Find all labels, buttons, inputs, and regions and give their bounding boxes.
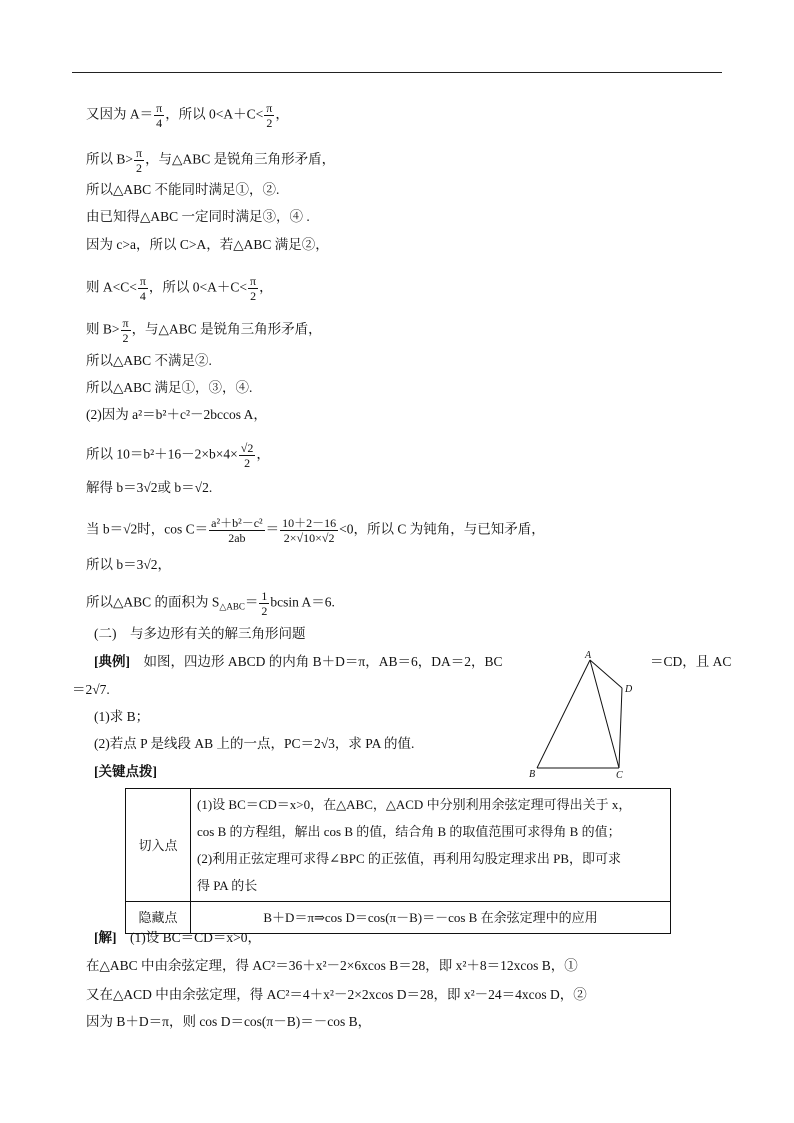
text: 所以 B> [86, 151, 133, 167]
subscript: △ABC [219, 601, 245, 612]
example-tag: [典例] [94, 654, 130, 669]
text: 当 b＝√2时，cos C＝ [86, 521, 209, 537]
text-line [86, 589, 335, 618]
numerator: π [122, 316, 129, 330]
label-A: A [585, 650, 592, 661]
text: ， [256, 446, 270, 462]
edge-DC [619, 688, 622, 768]
text-line [86, 441, 270, 470]
denominator: 2 [266, 116, 273, 130]
text-line: 又在△ACD 中由余弦定理，得 AC²＝4＋x²－2×2xcos D＝28，即 x²－24＝4xcos D，② [86, 987, 587, 1002]
text: 则 A<C< [86, 279, 137, 295]
text: ，所以 0<A＋C< [165, 106, 264, 122]
text: cos B 的方程组，解出 cos B 的值，结合角 B 的取值范围可求得角 B 的值； [197, 824, 621, 839]
text: 则 B> [86, 321, 120, 337]
row-header: 隐藏点 [126, 902, 191, 934]
table-row [126, 789, 671, 902]
edge-AD [590, 660, 622, 688]
section-heading: (二) 与多边形有关的解三角形问题 [94, 626, 306, 641]
numerator: π [156, 101, 163, 115]
text-line: 所以△ABC 满足①，③，④. [86, 380, 253, 395]
text: 如图，四边形 ABCD 的内角 B＋D＝π，AB＝6，DA＝2，BC [130, 654, 503, 669]
text-line: 所以△ABC 不满足②. [86, 353, 212, 368]
question-2: (2)若点 P 是线段 AB 上的一点，PC＝2√3，求 PA 的值. [94, 736, 415, 751]
text-line [86, 101, 289, 130]
text: ，所以 0<A＋C< [148, 279, 248, 295]
numerator: √2 [240, 441, 254, 455]
label-C: C [616, 770, 623, 780]
row-body [191, 789, 671, 902]
text: (1)设 BC＝CD＝x>0，在△ABC，△ACD 中分别利用余弦定理可得出关于 x， [197, 797, 632, 812]
text-line: 所以△ABC 不能同时满足①，②. [86, 182, 280, 197]
text-line: 解得 b＝3√2或 b＝√2. [86, 480, 213, 495]
text: ， [275, 106, 289, 122]
key-points-table [125, 788, 671, 934]
fraction [209, 516, 264, 545]
numerator: π [136, 146, 143, 160]
text-line: ＝2√7. [72, 682, 110, 697]
text: 又因为 A＝ [86, 106, 154, 122]
text: ＝ [244, 594, 259, 610]
denominator: 2 [261, 604, 268, 618]
row-body: B＋D＝π⇒cos D＝cos(π－B)＝－cos B 在余弦定理中的应用 [191, 902, 671, 934]
text: 所以 10＝b²＋16－2×b×4× [86, 446, 238, 462]
text-line: 在△ABC 中由余弦定理，得 AC²＝36＋x²－2×6xcos B＝28，即 x²＋8＝12xcos B，① [86, 958, 578, 973]
text: ， [259, 279, 273, 295]
text-line: 所以 b＝3√2， [86, 557, 172, 572]
text: 得 PA 的长 [197, 878, 258, 893]
fraction [259, 589, 269, 618]
denominator: 2 [136, 161, 143, 175]
text: ，与△ABC 是锐角三角形矛盾， [131, 321, 322, 337]
text-line: (2)因为 a²＝b²＋c²－2bccos A， [86, 407, 267, 422]
question-1: (1)求 B； [94, 709, 150, 724]
text: <0，所以 C 为钝角，与已知矛盾， [339, 521, 545, 537]
edge-AC [590, 660, 619, 768]
fraction [248, 274, 258, 303]
label-B: B [529, 769, 536, 780]
text: (2)利用正弦定理可求得∠BPC 的正弦值，再利用勾股定理求出 PB，即可求 [197, 851, 622, 866]
text-line: 因为 B＋D＝π，则 cos D＝cos(π－B)＝－cos B， [86, 1014, 372, 1029]
fraction [121, 316, 131, 345]
text: ，与△ABC 是锐角三角形矛盾， [145, 151, 336, 167]
edge-AB [537, 660, 590, 768]
numerator: π [266, 101, 273, 115]
denominator: 2×√10×√2 [283, 531, 335, 545]
text: (1)设 BC＝CD＝x>0， [116, 930, 261, 945]
key-points-heading: [关键点拨] [94, 764, 157, 779]
example-line-continued: ＝CD，且 AC [650, 654, 732, 669]
numerator: 10＋2－16 [282, 516, 337, 530]
text-line [86, 316, 322, 345]
denominator: 2 [244, 456, 251, 470]
example-line [94, 653, 502, 671]
label-D: D [625, 684, 633, 695]
denominator: 4 [139, 289, 146, 303]
denominator: 2 [250, 289, 257, 303]
numerator: π [250, 274, 257, 288]
fraction [154, 101, 164, 130]
fraction [264, 101, 274, 130]
solution-line [94, 929, 261, 947]
fraction [134, 146, 144, 175]
quadrilateral-figure [525, 650, 645, 780]
text-line: 由已知得△ABC 一定同时满足③，④ . [86, 209, 310, 224]
denominator: 2ab [228, 531, 246, 545]
text: ＝ [265, 521, 280, 537]
text: 所以△ABC 的面积为 S [86, 594, 220, 610]
denominator: 2 [122, 331, 129, 345]
numerator: 1 [261, 589, 268, 603]
fraction [280, 516, 338, 545]
solution-tag: [解] [94, 930, 117, 945]
fraction [239, 441, 256, 470]
text: bcsin A＝6. [270, 594, 335, 610]
text-line [86, 274, 273, 303]
text-line [86, 146, 335, 175]
text-line: 因为 c>a，所以 C>A，若△ABC 满足②， [86, 237, 329, 252]
row-header: 切入点 [126, 789, 191, 902]
fraction [138, 274, 148, 303]
text-line [86, 516, 545, 545]
header-rule [72, 72, 722, 73]
numerator: a²＋b²－c² [211, 516, 263, 530]
denominator: 4 [156, 116, 163, 130]
numerator: π [139, 274, 146, 288]
